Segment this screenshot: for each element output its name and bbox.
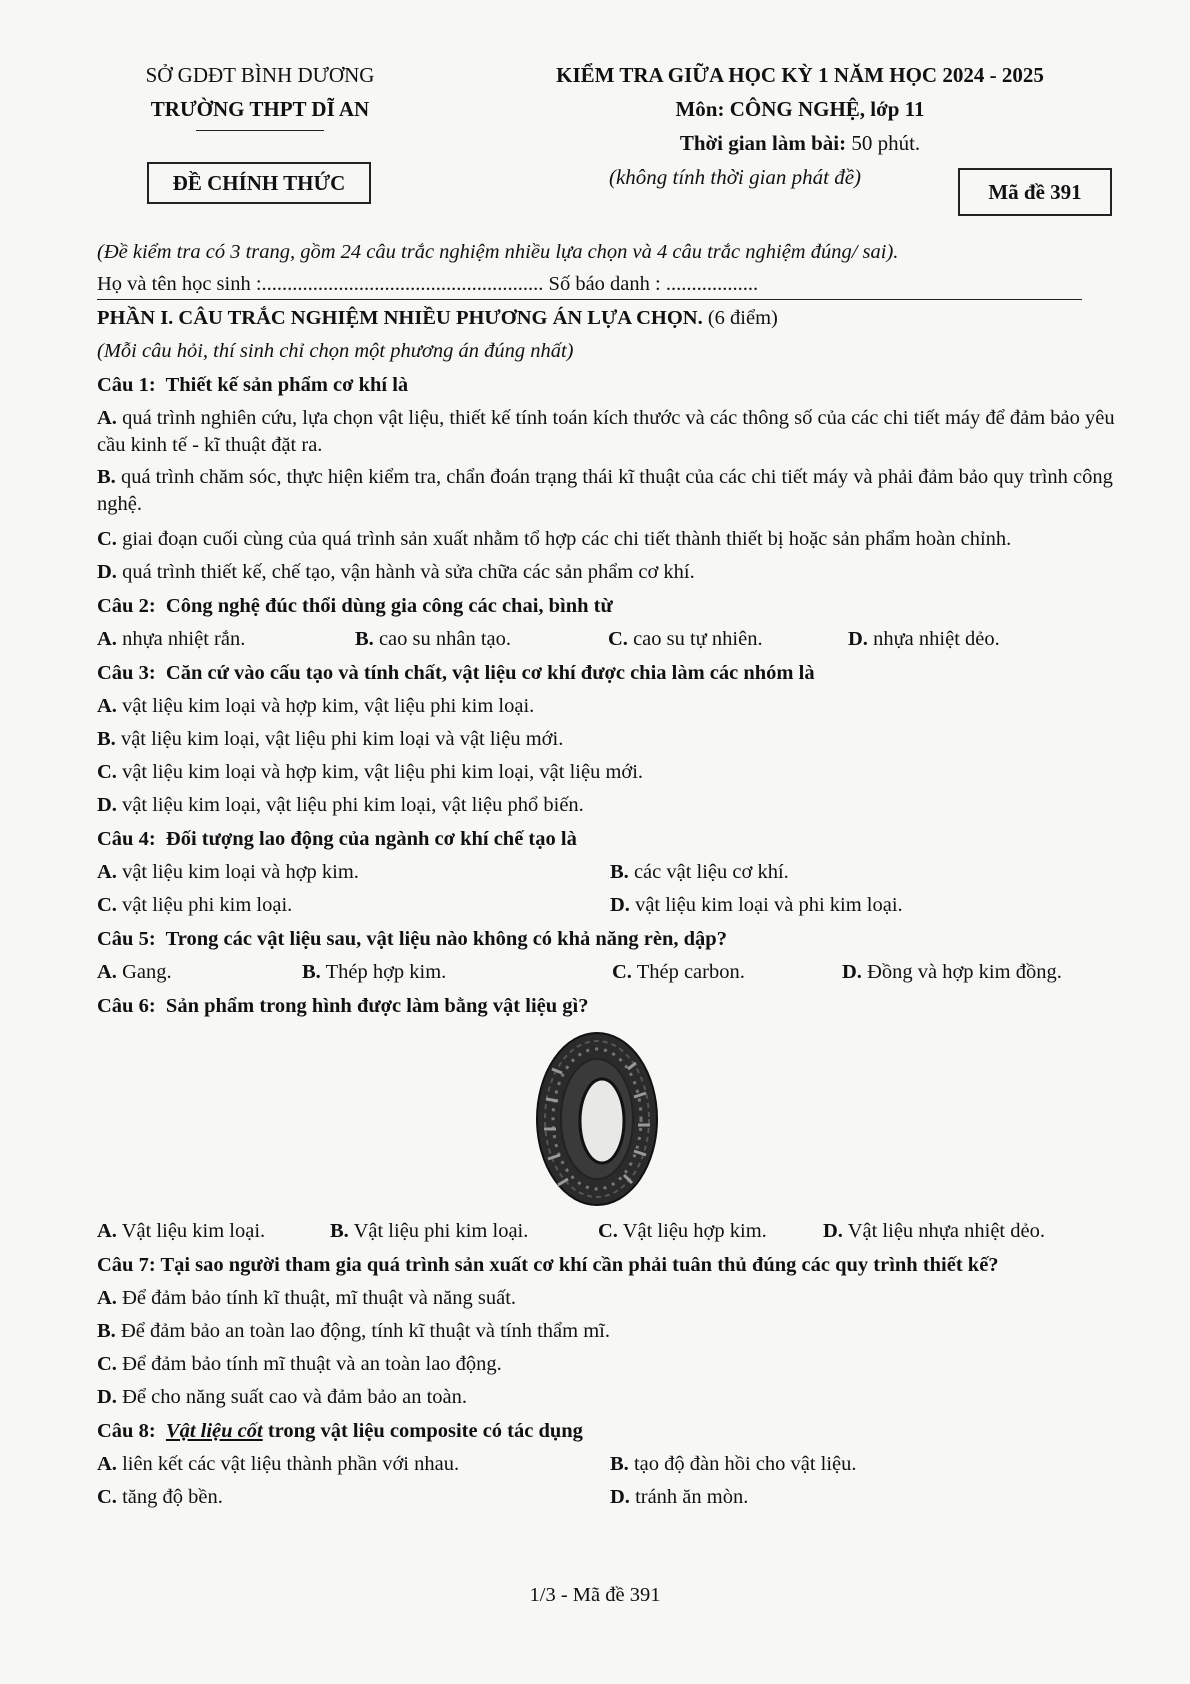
option-a [97,1215,330,1248]
question-label: Câu 8: [97,1420,156,1442]
option-letter: A. [97,1453,117,1475]
option-d [97,556,1137,589]
option-letter: D. [97,561,117,583]
question-text: Đối tượng lao động của ngành cơ khí chế tạo là [165,828,577,850]
question-5 [97,923,1137,956]
option-letter: B. [610,861,629,883]
question-text: trong vật liệu composite có tác dụng [267,1420,583,1442]
question-label: Câu 4: [97,828,156,850]
header-left [110,58,410,131]
option-text: vật liệu kim loại và hợp kim, vật liệu phi kim loại. [122,695,535,717]
time-note: (không tính thời gian phát đề) [608,165,862,189]
option-text: Để đảm bảo tính mĩ thuật và an toàn lao động. [122,1353,502,1375]
question-text: Trong các vật liệu sau, vật liệu nào không có khả năng rèn, dập? [165,928,727,950]
option-text: Để đảm bảo tính kĩ thuật, mĩ thuật và năng suất. [122,1287,517,1309]
option-text: Gang. [122,961,172,983]
department-name: SỞ GDĐT BÌNH DƯƠNG [145,63,375,87]
option-letter: D. [842,961,862,983]
option-d [97,1381,1137,1414]
question-label: Câu 1: [97,374,156,396]
option-text: quá trình chăm sóc, thực hiện kiểm tra, chẩn đoán trạng thái kĩ thuật của các chi tiết máy và phải đảm bảo quy trình công nghệ. [97,466,1113,515]
option-text: quá trình nghiên cứu, lựa chọn vật liệu, thiết kế tính toán kích thước và các thông số của các chi tiết máy để đảm bảo yêu cầu kinh tế - kĩ thuật đặt ra. [97,407,1115,456]
options-row [97,1481,1137,1514]
option-letter: A. [97,1220,117,1242]
option-b [97,1315,1137,1348]
question-text: Sản phẩm trong hình được làm bằng vật liệu gì? [165,995,589,1017]
option-a [97,956,302,989]
option-b [610,856,1110,889]
option-b [97,464,1137,518]
option-letter: B. [610,1453,629,1475]
options-row [97,856,1137,889]
option-letter: A. [97,628,117,650]
option-text: liên kết các vật liệu thành phần với nhau. [122,1453,460,1475]
option-d [610,889,1110,922]
option-letter: B. [97,466,116,488]
question-image [97,1029,1097,1209]
option-letter: C. [598,1220,618,1242]
time-label: Thời gian làm bài: [679,131,847,155]
option-text: Vật liệu kim loại. [121,1220,266,1242]
option-letter: A. [97,861,117,883]
option-letter: D. [848,628,868,650]
part-points: (6 điểm) [707,307,778,329]
option-text: các vật liệu cơ khí. [633,861,789,883]
option-b [97,723,1137,756]
question-6 [97,990,1137,1023]
question-2 [97,590,1137,623]
question-label: Câu 7: [97,1254,156,1276]
option-text: nhựa nhiệt rắn. [122,628,246,650]
option-c [97,756,1137,789]
option-letter: D. [610,1486,630,1508]
time-value: 50 phút. [851,131,921,155]
question-1 [97,369,1137,402]
option-text: cao su tự nhiên. [633,628,763,650]
option-letter: C. [97,1486,117,1508]
option-text: nhựa nhiệt dẻo. [873,628,1000,650]
exam-time [500,126,1100,160]
option-text: vật liệu kim loại và hợp kim, vật liệu phi kim loại, vật liệu mới. [122,761,644,783]
option-letter: D. [97,1386,117,1408]
option-letter: C. [97,894,117,916]
option-letter: C. [612,961,632,983]
header-underline [196,130,324,131]
option-text: vật liệu kim loại, vật liệu phi kim loại, vật liệu phổ biến. [122,794,584,816]
option-text: giai đoạn cuối cùng của quá trình sản xuất nhằm tổ hợp các chi tiết thành thiết bị hoặc sản phẩm hoàn chỉnh. [122,528,1012,550]
option-letter: B. [330,1220,349,1242]
question-8 [97,1415,1137,1448]
option-a [97,1448,610,1481]
question-label: Câu 6: [97,995,156,1017]
option-text: Để đảm bảo an toàn lao động, tính kĩ thuật và tính thẩm mĩ. [120,1320,610,1342]
option-d [842,956,1122,989]
option-letter: D. [97,794,117,816]
option-text: vật liệu kim loại và hợp kim. [122,861,359,883]
school-name: TRƯỜNG THPT DĨ AN [150,97,370,121]
question-label: Câu 3: [97,662,156,684]
options-row [97,623,1137,656]
exam-subject: Môn: CÔNG NGHỆ, lớp 11 [675,97,925,121]
option-text: Vật liệu hợp kim. [622,1220,767,1242]
option-b [355,623,608,656]
option-a [97,856,610,889]
option-letter: C. [97,528,117,550]
option-c [97,1348,1137,1381]
option-text: tăng độ bền. [122,1486,223,1508]
question-text: Căn cứ vào cấu tạo và tính chất, vật liệu cơ khí được chia làm các nhóm là [165,662,815,684]
exam-content [97,236,1137,1514]
option-b [330,1215,598,1248]
student-info-line: Họ và tên học sinh :....................................................... Số báo danh : .................. [97,269,1082,300]
option-c [97,523,1137,556]
option-text: vật liệu phi kim loại. [122,894,293,916]
question-text: Tại sao người tham gia quá trình sản xuất cơ khí cần phải tuân thủ đúng các quy trình thiết kế? [160,1254,999,1276]
option-a [97,623,355,656]
exam-title: KIỂM TRA GIỮA HỌC KỲ 1 NĂM HỌC 2024 - 2025 [556,63,1044,87]
option-text: Thép carbon. [636,961,745,983]
option-d [848,623,1128,656]
question-emphasis: Vật liệu cốt [165,1420,263,1442]
option-letter: A. [97,961,117,983]
option-text: cao su nhân tạo. [378,628,512,650]
option-c [608,623,848,656]
options-row [97,889,1137,922]
options-row [97,1215,1137,1248]
option-letter: B. [302,961,321,983]
option-letter: B. [97,728,116,750]
option-c [97,1481,610,1514]
option-d [610,1481,1110,1514]
question-3 [97,657,1137,690]
option-text: Đồng và hợp kim đồng. [867,961,1062,983]
option-a [97,1282,1137,1315]
option-letter: C. [97,761,117,783]
option-a [97,690,1137,723]
option-text: Vật liệu phi kim loại. [353,1220,529,1242]
option-c [598,1215,823,1248]
option-letter: B. [355,628,374,650]
exam-code-box: Mã đề 391 [958,168,1112,216]
options-row [97,1448,1137,1481]
option-letter: C. [97,1353,117,1375]
option-letter: B. [97,1320,116,1342]
question-text: Thiết kế sản phẩm cơ khí là [165,374,409,396]
option-text: vật liệu kim loại, vật liệu phi kim loại và vật liệu mới. [120,728,564,750]
official-stamp-box: ĐỀ CHÍNH THỨC [147,162,371,204]
option-letter: D. [823,1220,843,1242]
option-a [97,405,1137,459]
option-b [302,956,612,989]
option-b [610,1448,1110,1481]
page-footer: 1/3 - Mã đề 391 [529,1584,661,1606]
question-label: Câu 2: [97,595,156,617]
option-text: vật liệu kim loại và phi kim loại. [635,894,903,916]
question-label: Câu 5: [97,928,156,950]
option-letter: A. [97,1287,117,1309]
question-7 [97,1249,1137,1282]
option-text: Để cho năng suất cao và đảm bảo an toàn. [122,1386,468,1408]
option-letter: A. [97,407,117,429]
option-text: tạo độ đàn hồi cho vật liệu. [633,1453,857,1475]
option-text: Thép hợp kim. [325,961,447,983]
option-text: tránh ăn mòn. [635,1486,749,1508]
option-text: Vật liệu nhựa nhiệt dẻo. [847,1220,1045,1242]
question-text: Công nghệ đúc thổi dùng gia công các chai, bình từ [165,595,613,617]
part-title-text: PHẦN I. CÂU TRẮC NGHIỆM NHIỀU PHƯƠNG ÁN LỰA CHỌN. [97,307,703,329]
tire-icon [532,1029,662,1209]
option-c [612,956,842,989]
question-4 [97,823,1137,856]
part-title [97,302,1137,335]
option-text: quá trình thiết kế, chế tạo, vận hành và sửa chữa các sản phẩm cơ khí. [122,561,695,583]
option-letter: A. [97,695,117,717]
option-d [823,1215,1123,1248]
option-letter: C. [608,628,628,650]
options-row [97,956,1137,989]
option-c [97,889,610,922]
exam-intro: (Đề kiểm tra có 3 trang, gồm 24 câu trắc nghiệm nhiều lựa chọn và 4 câu trắc nghiệm đúng/ sai). [97,241,899,263]
part-note: (Mỗi câu hỏi, thí sinh chỉ chọn một phương án đúng nhất) [97,340,574,362]
option-d [97,789,1137,822]
option-letter: D. [610,894,630,916]
